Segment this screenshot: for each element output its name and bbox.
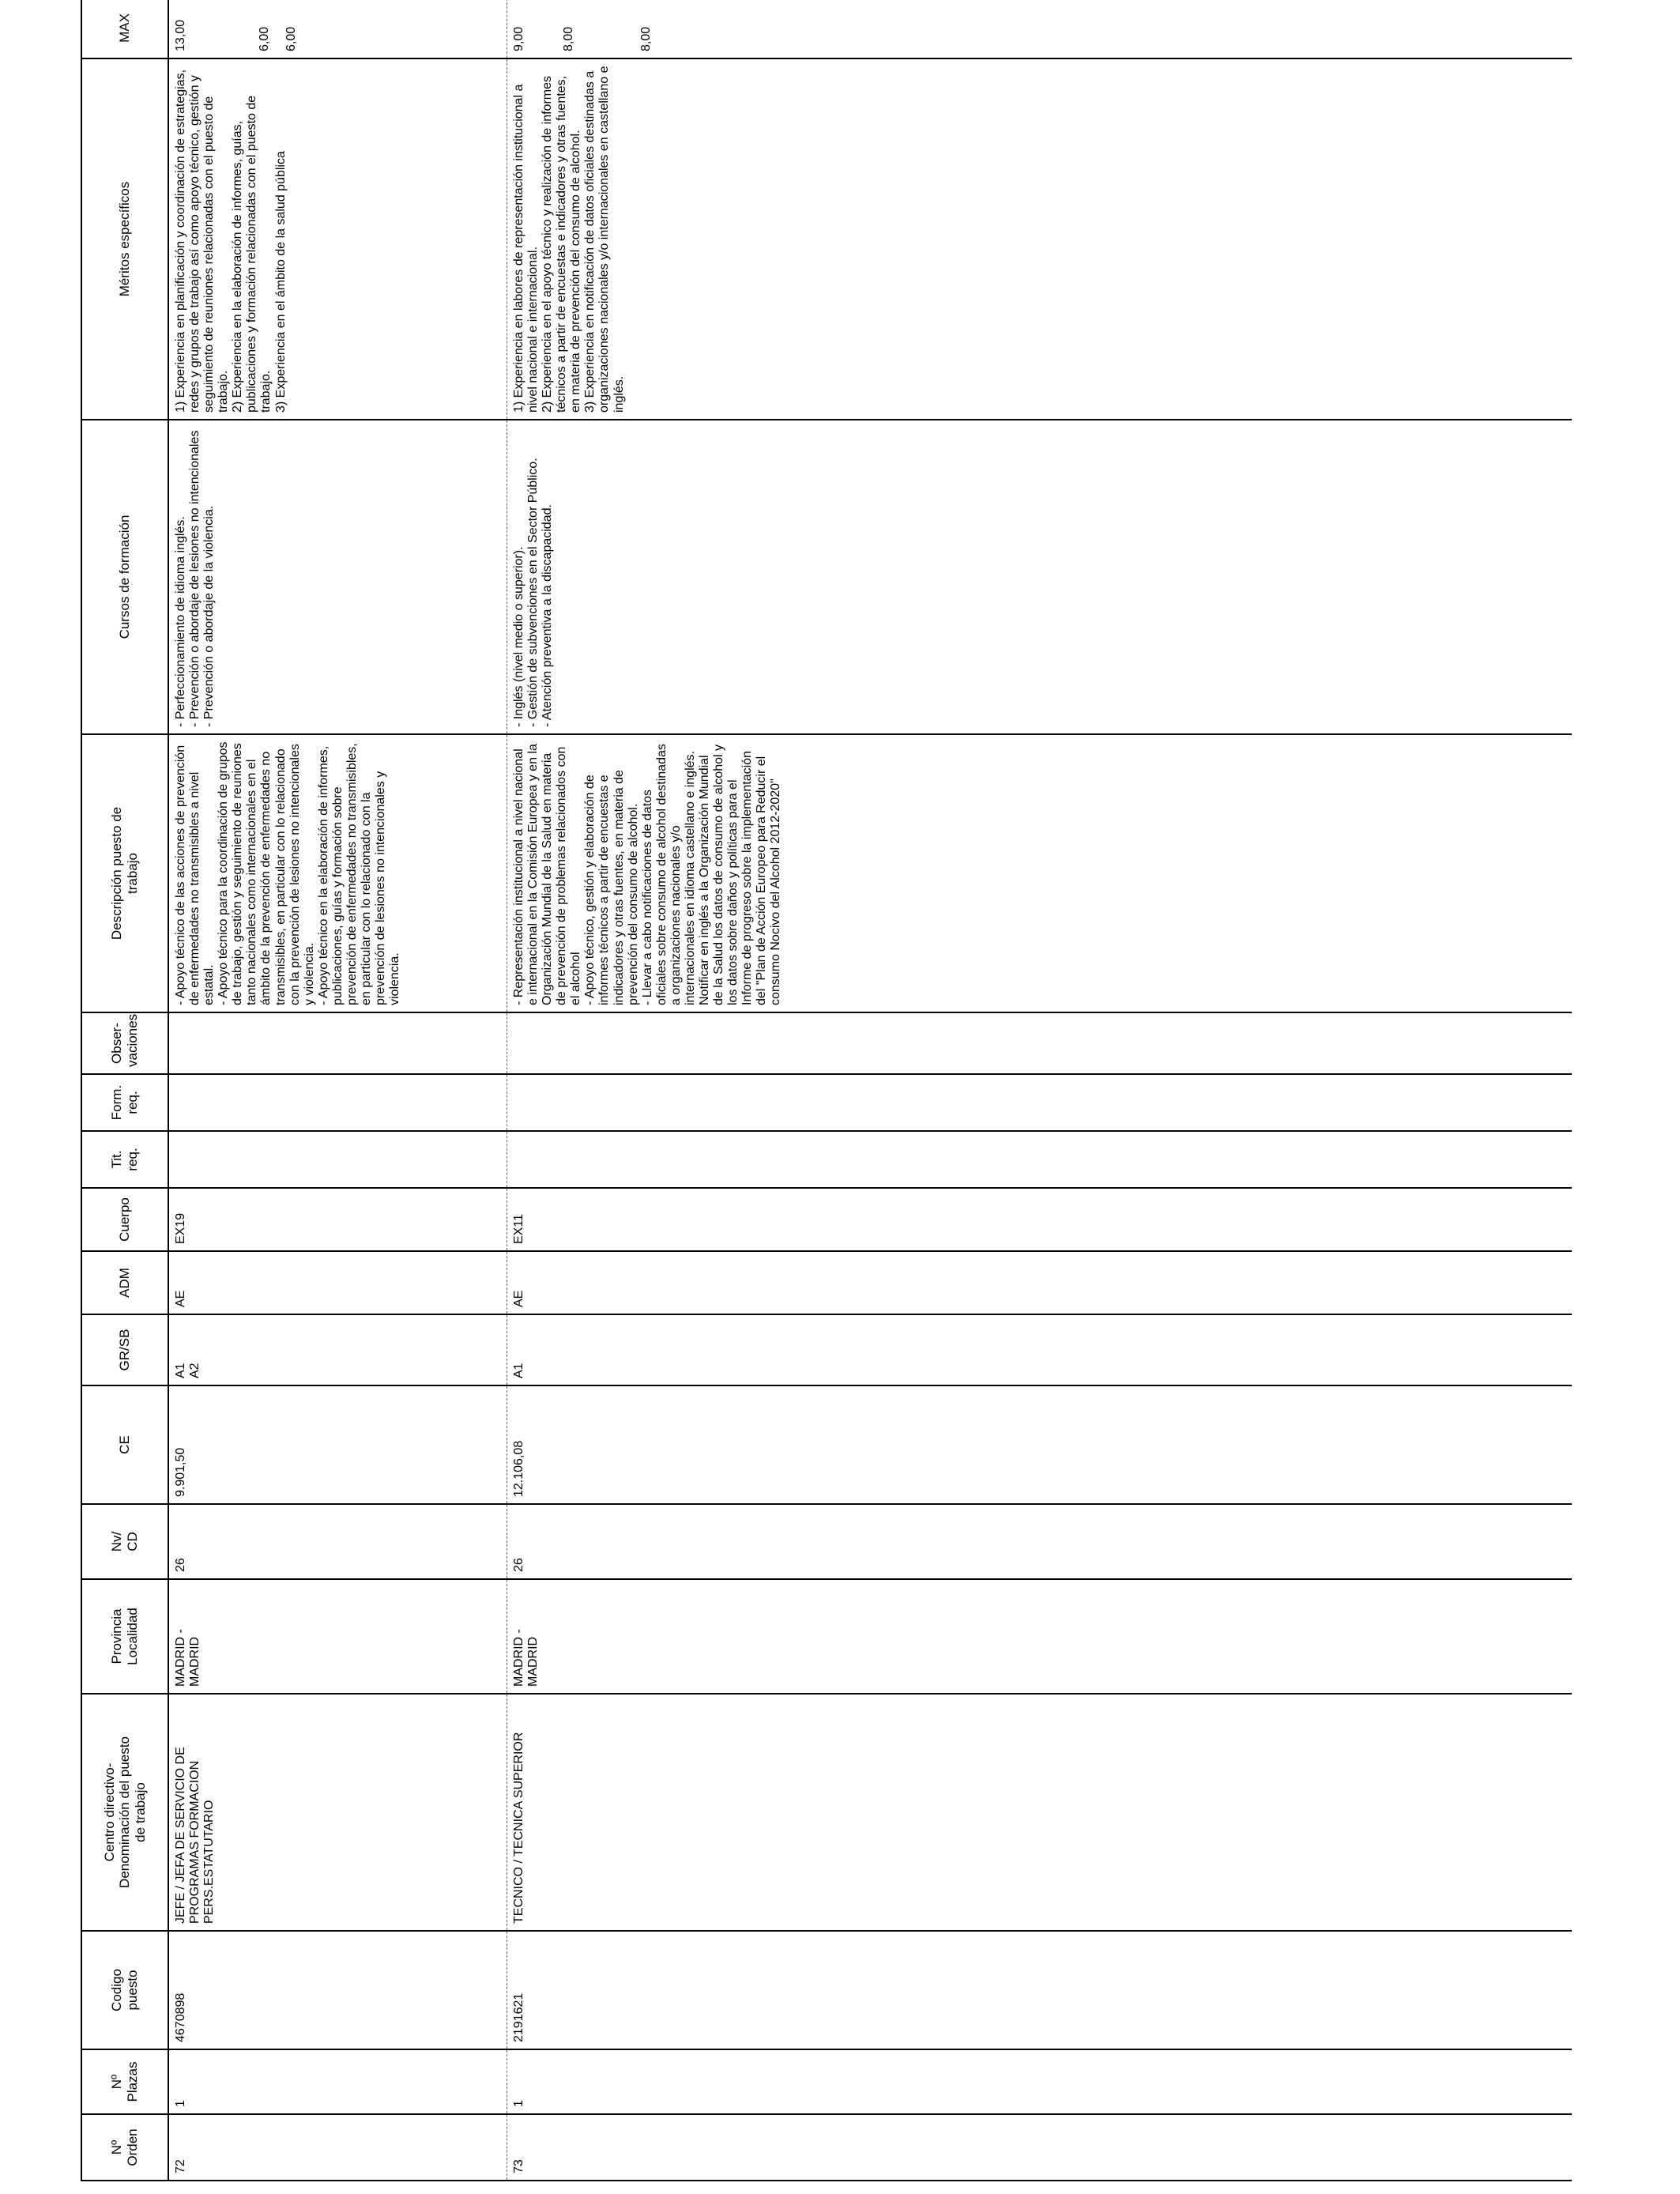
cell-descripcion: - Representación institucional a nivel nacional e internacional en la Comisión Europea y en la Organización Mundial de la Salud en materia de prevención de problemas relacionados con el alcohol - Apoyo técnico, gestión y elaboración de informes técnicos a partir de encuestas e indicadores y otras fuentes, en materia de prevención del consumo de alcohol. - Llevar a cabo notificaciones de datos oficiales sobre consumo de alcohol destinadas a organizaciones nacionales y/o internacionales en idioma castellano e inglés. Notificar en inglés a la Organización Mundial de la Salud los datos de consumo de alcohol y los datos sobre daños y políticas para el Informe de progreso sobre la implementación del "Plan de Acción Europeo para Reducir el consumo Nocivo del Alcohol 2012-2020" [507,734,1573,1012]
cell-cuerpo: EX19 [168,1188,507,1251]
rotated-document-page [81,14,1576,2181]
header-codigo: Codigo puesto [81,1931,168,2049]
cell-form [168,1074,507,1131]
cell-plazas: 1 [507,2049,1573,2114]
job-positions-table [81,0,1572,2181]
cell-nivel: 26 [168,1504,507,1579]
max-value-2: 6,00 [258,26,272,51]
header-provincia: Provincia Localidad [81,1579,168,1694]
cell-centro: JEFE / JEFA DE SERVICIO DE PROGRAMAS FORMACION PERS.ESTATUTARIO [168,1694,507,1931]
header-nivel: Nv/ CD [81,1504,168,1579]
cell-obs [507,1012,1573,1074]
cell-plazas: 1 [168,2049,507,2114]
cell-form [507,1074,1573,1131]
cell-grupo: A1 [507,1314,1573,1385]
cell-cursos: - Perfeccionamiento de idioma inglés. - Prevención o abordaje de lesiones no intencionales - Prevención o abordaje de la violencia. [168,420,507,734]
header-cuerpo: Cuerpo [81,1188,168,1251]
header-row [81,0,168,2181]
header-ce: CE [81,1385,168,1504]
header-meritos: Méritos específicos [81,58,168,420]
cell-tit [168,1131,507,1188]
cell-tit [507,1131,1573,1188]
cell-adm: AE [507,1251,1573,1314]
header-obs: Obser- vaciones [81,1012,168,1074]
header-tit: Tit. req. [81,1131,168,1188]
cell-orden: 73 [507,2114,1573,2181]
cell-ce: 9.901,50 [168,1385,507,1504]
table-row [168,0,507,2181]
max-value-total: 13,00 [174,19,187,51]
cell-max [507,0,1573,58]
header-max: MAX [81,0,168,58]
cell-meritos: 1) Experiencia en planificación y coordinación de estrategias, redes y grupos de trabajo así como apoyo técnico, gestión y seguimiento de reuniones relacionadas con el puesto de trabajo. 2) Experiencia en la elaboración de informes, guías, publicaciones y formación relacionadas con el puesto de trabajo. 3) Experiencia en el ámbito de la salud pública [168,58,507,420]
header-descripcion: Descripción puesto de trabajo [81,734,168,1012]
cell-ce: 12.106,08 [507,1385,1573,1504]
cell-cursos: - Inglés (nivel medio o superior). - Gestión de subvenciones en el Sector Público. - Atención preventiva a la discapacidad. [507,420,1573,734]
cell-centro: TECNICO / TECNICA SUPERIOR [507,1694,1573,1931]
max-value-3: 8,00 [639,26,654,51]
max-value-2: 8,00 [562,26,576,51]
max-value-total: 9,00 [512,26,525,51]
header-adm: ADM [81,1251,168,1314]
cell-adm: AE [168,1251,507,1314]
cell-max [168,0,507,58]
cell-descripcion: - Apoyo técnico de las acciones de prevención de enfermedades no transmisibles a nivel estatal. - Apoyo técnico para la coordinación de grupos de trabajo, gestión y seguimiento de reuniones tanto nacionales como internacionales en el ámbito de la prevención de enfermedades no transmisibles, en particular con lo relacionado con la prevención de lesiones no intencionales y violencia. - Apoyo técnico en la elaboración de informes, publicaciones, guías y formación sobre prevención de enfermedades no transmisibles, en particular con lo relacionado con la prevención de lesiones no intencionales y violencia. [168,734,507,1012]
cell-orden: 72 [168,2114,507,2181]
cell-provincia: MADRID - MADRID [507,1579,1573,1694]
header-grupo: GR/SB [81,1314,168,1385]
header-centro: Centro directivo- Denominación del puesto de trabajo [81,1694,168,1931]
cell-cuerpo: EX11 [507,1188,1573,1251]
cell-provincia: MADRID - MADRID [168,1579,507,1694]
header-cursos: Cursos de formación [81,420,168,734]
cell-obs [168,1012,507,1074]
cell-codigo: 4670898 [168,1931,507,2049]
header-plazas: Nº Plazas [81,2049,168,2114]
max-value-3: 6,00 [284,26,299,51]
cell-meritos: 1) Experiencia en labores de representación institucional a nivel nacional e internacional. 2) Experiencia en el apoyo técnico y realización de informes técnicos a partir de encuestas e indicadores y otras fuentes, en materia de prevención del consumo de alcohol. 3) Experiencia en notificación de datos oficiales destinadas a organizaciones nacionales y/o internacionales en castellano e inglés. [507,58,1573,420]
cell-nivel: 26 [507,1504,1573,1579]
cell-codigo: 2191621 [507,1931,1573,2049]
table-row [507,0,1573,2181]
header-form: Form. req. [81,1074,168,1131]
cell-grupo: A1 A2 [168,1314,507,1385]
header-orden: Nº Orden [81,2114,168,2181]
